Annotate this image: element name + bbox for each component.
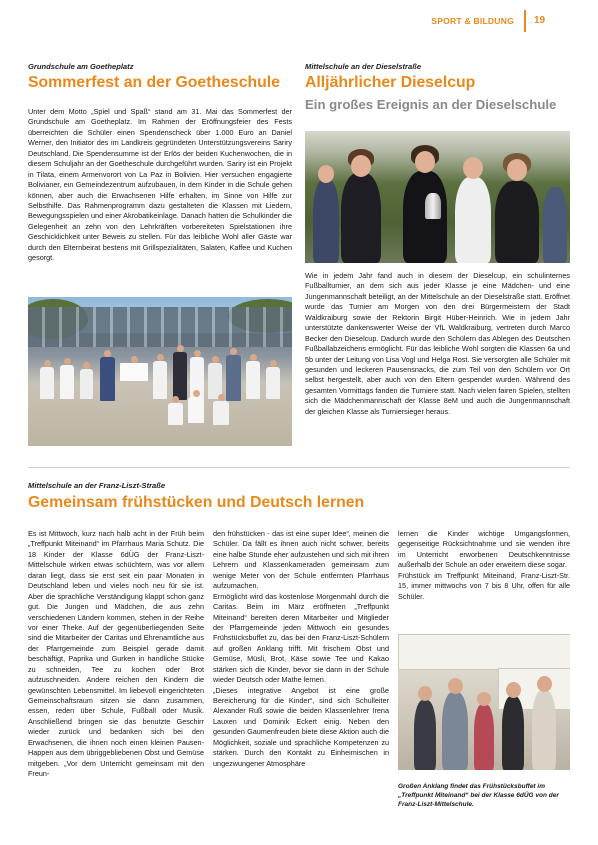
photo-dieselcup: [305, 131, 570, 263]
article2-subheadline: Ein großes Ereignis an der Dieselschule: [305, 97, 557, 112]
article3-col2-paragraph-3: „Dieses integrative Angebot ist eine große Bereicherung für die Kinder“, sind sich Schulleiter Alexander Ruß sowie die beiden Klassenlehrer Irena Lauxen und Dominik Eckert einig. Neben den gesunden Gaumenfreuden biete diese Aktion auch die Möglichkeit, soziale und sprachliche Kompetenzen zu stärken. Durch den Kontakt zu Einheimischen in ungezwungener Atmosphäre: [213, 685, 389, 768]
section-label: SPORT & BILDUNG: [431, 16, 514, 26]
article1-headline: Sommerfest an der Goetheschule: [28, 74, 280, 91]
article3-column-2: [213, 529, 389, 769]
article3-col1-paragraph: Es ist Mittwoch, kurz nach halb acht in der Früh beim „Treffpunkt Miteinand“ im Pfarrhaus Maria Schutz. Die 18 Kinder der Klasse 6dÜG der Franz-Liszt- Mittelschule wirken etwas schüchtern, was vor allem daran liegt, dass sie erst seit ein paar Monaten in Deutschland leben und vieles noch neu für sie ist. Aber die sprachliche Verständigung klappt schon ganz gut. Die Jungen und Mädchen, die aus zehn verschiedenen Ländern kommen, stehen in der Reihe vor einer Theke. Auf der gegenüberliegenden Seite sind die Mitarbeiter der Caritas und Ehrenamtliche aus der Pfarrgemeinde zum Beispiel gerade damit beschäftigt, Paprika und Gurken in handliche Stücke zu schneiden, Tee zu kochen oder Brot aufzuschneiden. Andere reichen den Kindern die gewünschten Lebensmittel. Im liebevoll eingerichteten Gemeinschaftsraum sitzen sie dann zusammen, essen, reden über Schule, Fußball oder Musik. Anschließend bringen sie das benutzte Geschirr wieder zurück und bedanken sich bei den Erwachsenen, die ihnen noch einen kleinen Pausen- Happen aus dem übriggebliebenen Obst und Gemüse mitgeben. „Vor dem Unterricht gemeinsam mit den Freun-: [28, 529, 204, 779]
article3-col3-paragraph-2: Frühstück im Treffpunkt Miteinand, Franz-Liszt-Str. 15, immer mittwochs von 7 bis 8 Uhr, offen für alle Schüler.: [398, 570, 570, 601]
article3-col3-paragraph-1: lernen die Kinder wichtige Umgangsformen, gegenseitige Rücksichtnahme und sie wenden ihre im Unterricht erworbenen Deutschkenntnisse außerhalb der Schule an oder erweitern diese sogar.: [398, 529, 570, 570]
header-divider: [524, 10, 526, 32]
article3-column-3: [398, 529, 570, 602]
article1-paragraph: Unter dem Motto „Spiel und Spaß“ stand am 31. Mai das Sommerfest der Grundschule am Goetheplatz. Im Rahmen der Eröffnungsfeier des Fests überreichten die Schüler einen Spendenscheck über 1.000 Euro an Daniel Werner, den Initiator des im Landkreis gegründeten Unterstützungsvereins Sariry Deutschland. Die Spendensumme ist der Erlös der beiden Kuchenwochen, die in diesem Schuljahr an der Goetheschule durchgeführt wurden. Sariry ist ein Projekt in Tilata, einem Armenvorort von La Paz in Bolivien. Hier versuchen engagierte Bolivianer, ein Gemeindezentrum aufzubauen, in dem Kinder in die Schule gehen können, aber auch die Erwachsenen Hilfe erhalten, im Sinne von Hilfe zur Selbsthilfe. Das Rahmenprogramm dazu gestalteten die Klassen mit Liedern, Bewegungsspielen und einer Akrobatikeinlage. Danach hatten die Schulkinder die Gelegenheit an zehn von den Lehrkräften vorbereiteten Spielstationen ihre Geschicklichkeit unter Beweis zu stellen. Für das leibliche Wohl aller Gäste war durch den Elternbeirat bestens mit Grillspezialitäten, Salaten, Kaffee und Kuchen gesorgt.: [28, 107, 292, 263]
photo-fruehstueck: [398, 634, 570, 770]
photo-caption: Großen Anklang findet das Frühstücksbuffet im „Treffpunkt Miteinand“ bei der Klasse 6dÜG von der Franz-Liszt-Mittelschule.: [398, 783, 559, 809]
article1-kicker: Grundschule am Goetheplatz: [28, 62, 134, 71]
article2-headline: Alljährlicher Dieselcup: [305, 74, 476, 91]
article3-headline: Gemeinsam frühstücken und Deutsch lernen: [28, 494, 365, 511]
page-number: 19: [534, 15, 546, 26]
article3-kicker: Mittelschule an der Franz-Liszt-Straße: [28, 481, 166, 490]
photo-sommerfest: [28, 297, 292, 446]
article3-column-1: [28, 529, 204, 780]
article2-kicker: Mittelschule an der Dieselstraße: [305, 62, 422, 71]
article2-body: [305, 271, 570, 417]
section-divider: [28, 467, 570, 468]
article1-body: [28, 107, 292, 264]
article3-col2-paragraph-1: den frühstücken - das ist eine super Idee“, meinen die Schüler. Da fällt es ihnen auch nicht schwer, bereits eine halbe Stunde eher aufzustehen und sich mit ihren Lehrern und Klassenkameraden gemeinsam zum wenige Meter von der Schule entfernten Pfarrhaus aufzumachen.: [213, 529, 389, 591]
article3-col2-paragraph-2: Ermöglicht wird das kostenlose Morgenmahl durch die Caritas. Beim im März eröffneten „Treffpunkt Miteinand“ bereiten deren Mitarbeiter und Mitglieder der Pfarrgemeinde jeden Mittwoch ein gesundes Frühstücksbuffet zu, das bei den Franz-Liszt-Schülern auf großen Anklang trifft. Mit frischem Obst und Gemüse, Müsli, Brot, Käse sowie Tee und Kakao stärken sich die Kinder, bevor sie dann in der Schule wieder Deutsch oder Mathe lernen.: [213, 591, 389, 685]
article2-paragraph: Wie in jedem Jahr fand auch in diesem der Dieselcup, ein schulinternes Fußballturnier, an dem sich aus jeder Klasse je eine Mädchen- und eine Jungenmannschaft beteiligt, an der Mittelschule an der Dieselstraße statt. Eröffnet wurde das Turnier am Morgen von den drei Bürgermeistern der Stadt Waldkraiburg sowie der Rektorin Birgit Hüber-Heinrich. Wie in jedem Jahr unterstützte dankenswerter Weise der VfL Waldkraiburg, vertreten durch Marco Becker den Dieselcup. Dadurch wurde den Schülern das Ablegen des Deutschen Fußballabzeichens ermöglicht. Für das leibliche Wohl sorgten die Klassen 6a und 5b unter der Leitung von Lisa Vogl und Helga Rost. Sie versorgten alle Schüler mit gesunden und leckeren Pausensnacks, die zum Teil von den Schülern vor Ort selbst hergestellt, aber auch von den Eltern gespendet wurden. Während des gesamten Vormittags fanden die Turniere statt. Nach vielen fairen Spielen, stellten sich die Mädchenmannschaft der Klasse 8eM und auch die Jungenmannschaft der gleichen Klasse als Turniersieger heraus.: [305, 271, 570, 416]
